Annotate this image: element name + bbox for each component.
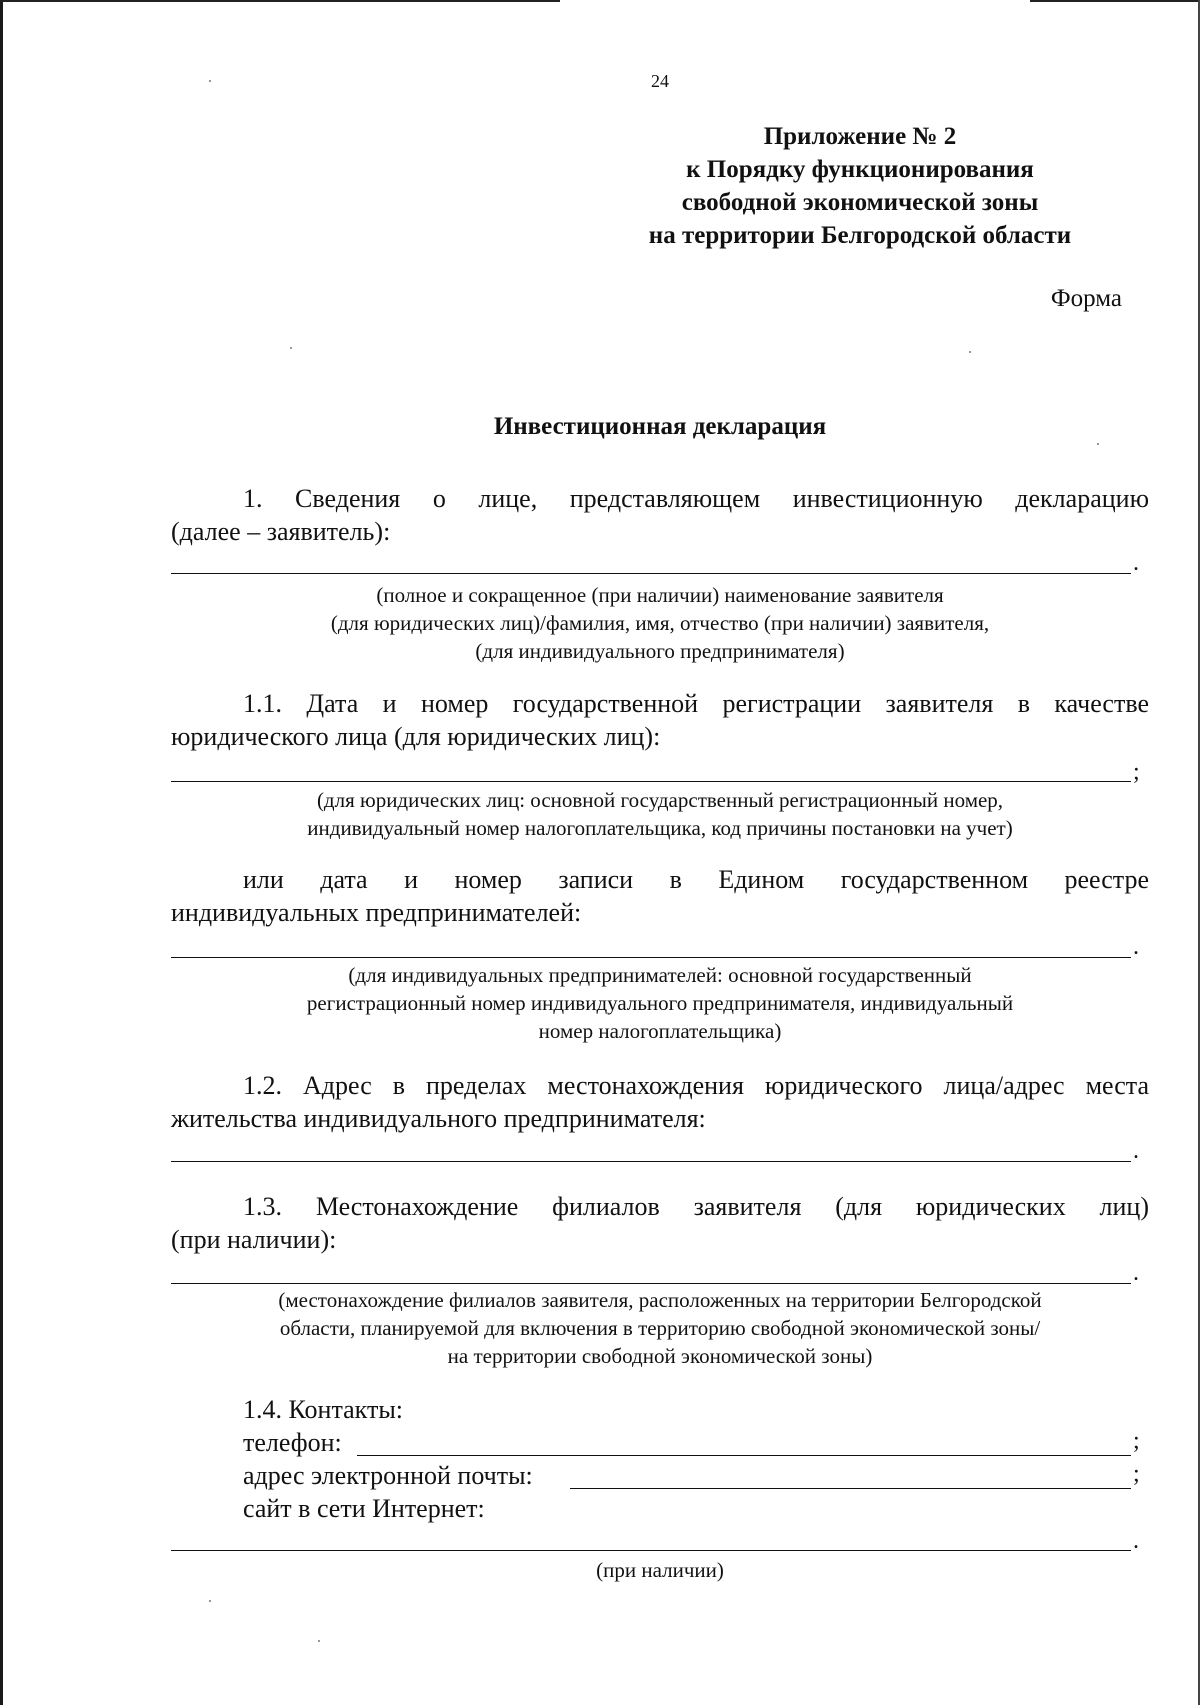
email-label: адрес электронной почты: bbox=[243, 1461, 533, 1490]
appendix-line-4: на территории Белгородской области bbox=[648, 222, 1072, 249]
website-field-end: . bbox=[1133, 1528, 1139, 1554]
scan-speck bbox=[969, 351, 971, 353]
registration-note bbox=[171, 786, 1149, 842]
note-line: (для юридических лиц)/фамилия, имя, отчество (при наличии) заявителя, bbox=[330, 611, 990, 635]
section-1-rest: (далее – заявитель): bbox=[171, 517, 391, 546]
section-1-3-text bbox=[171, 1190, 1149, 1256]
registration-field[interactable] bbox=[171, 781, 1131, 782]
section-1-1-text bbox=[171, 687, 1149, 753]
ip-registry-field-end: . bbox=[1133, 934, 1139, 960]
note-line: индивидуальный номер налогоплательщика, код причины постановки на учет) bbox=[307, 816, 1013, 840]
section-1-2-text bbox=[171, 1069, 1149, 1135]
note-line: (местонахождение филиалов заявителя, расположенных на территории Белгородской bbox=[278, 1288, 1042, 1312]
scan-speck bbox=[209, 1600, 211, 1602]
section-1-first-line: 1. Сведения о лице, представляющем инвестиционную декларацию bbox=[243, 484, 1149, 513]
note-line: регистрационный номер индивидуального предпринимателя, индивидуальный bbox=[306, 991, 1014, 1015]
note-line: номер налогоплательщика) bbox=[538, 1019, 782, 1043]
scan-speck bbox=[290, 347, 292, 349]
email-field[interactable] bbox=[570, 1488, 1131, 1489]
appendix-line-1: Приложение № 2 bbox=[763, 123, 957, 150]
scan-speck bbox=[209, 80, 211, 82]
section-1-3-rest: (при наличии): bbox=[171, 1225, 337, 1254]
note-line: на территории свободной экономической зоны) bbox=[447, 1344, 873, 1368]
section-1-1-rest: юридического лица (для юридических лиц): bbox=[171, 722, 661, 751]
note-line: (для юридических лиц: основной государственный регистрационный номер, bbox=[316, 788, 1004, 812]
scan-edge-gap bbox=[560, 0, 1030, 2]
section-1-1-alt-first-line: или дата и номер записи в Едином государственном реестре bbox=[243, 865, 1149, 894]
page-number: 24 bbox=[651, 71, 669, 91]
ip-registry-field[interactable] bbox=[171, 957, 1131, 958]
scan-speck bbox=[318, 1640, 320, 1642]
address-field[interactable] bbox=[171, 1161, 1131, 1162]
address-field-end: . bbox=[1133, 1138, 1139, 1164]
document-title: Инвестиционная декларация bbox=[493, 413, 827, 440]
website-label: сайт в сети Интернет: bbox=[243, 1494, 485, 1523]
website-field[interactable] bbox=[171, 1550, 1131, 1551]
appendix-header bbox=[600, 120, 1120, 252]
note-line: (для индивидуального предпринимателя) bbox=[475, 639, 845, 663]
section-1-2-first-line: 1.2. Адрес в пределах местонахождения юридического лица/адрес места bbox=[243, 1071, 1149, 1100]
form-label: Форма bbox=[1050, 285, 1122, 312]
applicant-name-field-end: . bbox=[1133, 550, 1139, 576]
branches-field-end: . bbox=[1133, 1260, 1139, 1286]
scan-edge-left bbox=[0, 0, 3, 1705]
email-field-end: ; bbox=[1133, 1461, 1140, 1487]
phone-field-end: ; bbox=[1133, 1428, 1140, 1454]
appendix-line-2: к Порядку функционирования bbox=[686, 156, 1034, 183]
section-1-1-first-line: 1.1. Дата и номер государственной регистрации заявителя в качестве bbox=[243, 689, 1149, 718]
phone-label: телефон: bbox=[243, 1428, 342, 1457]
ip-registry-note bbox=[171, 961, 1149, 1045]
section-1-3-first-line: 1.3. Местонахождение филиалов заявителя (для юридических лиц) bbox=[243, 1192, 1149, 1221]
section-1-text bbox=[171, 482, 1149, 548]
branches-field[interactable] bbox=[171, 1283, 1131, 1284]
website-note: (при наличии) bbox=[596, 1558, 724, 1582]
section-1-1-alt-text bbox=[171, 863, 1149, 929]
phone-field[interactable] bbox=[357, 1455, 1131, 1456]
appendix-line-3: свободной экономической зоны bbox=[681, 189, 1039, 216]
applicant-name-field[interactable] bbox=[171, 573, 1131, 574]
contacts-heading: 1.4. Контакты: bbox=[243, 1395, 404, 1424]
note-line: (для индивидуальных предпринимателей: основной государственный bbox=[348, 963, 972, 987]
section-1-2-rest: жительства индивидуального предпринимателя: bbox=[171, 1104, 706, 1133]
applicant-name-note bbox=[171, 581, 1149, 665]
note-line: (полное и сокращенное (при наличии) наименование заявителя bbox=[376, 583, 944, 607]
branches-note bbox=[171, 1286, 1149, 1370]
scan-speck bbox=[1097, 443, 1099, 445]
note-line: области, планируемой для включения в территорию свободной экономической зоны/ bbox=[279, 1316, 1041, 1340]
registration-field-end: ; bbox=[1133, 759, 1140, 785]
section-1-1-alt-rest: индивидуальных предпринимателей: bbox=[171, 898, 582, 927]
